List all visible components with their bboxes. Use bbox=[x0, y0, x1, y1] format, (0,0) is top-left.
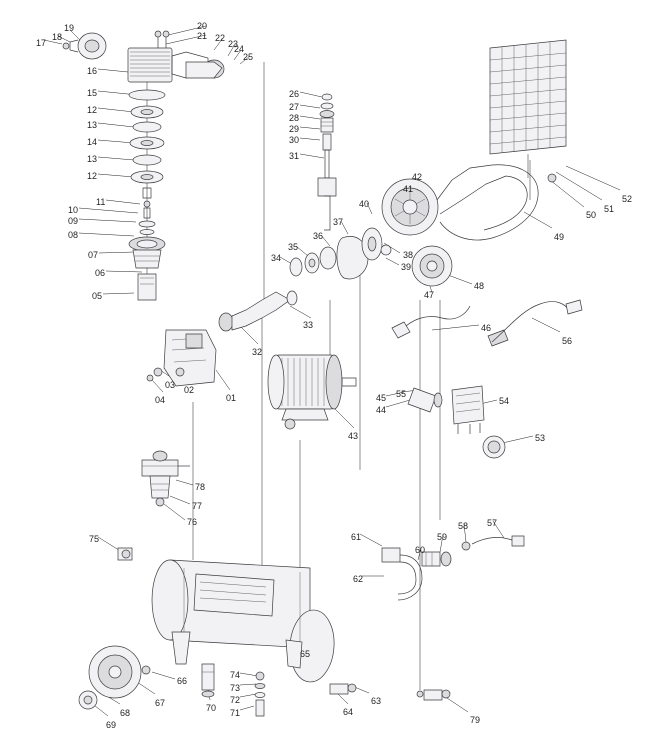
callout-number: 67 bbox=[155, 698, 166, 708]
callout-number: 49 bbox=[554, 232, 565, 242]
callout-number: 32 bbox=[252, 347, 263, 357]
callout-number: 15 bbox=[87, 88, 98, 98]
part-group-air-filter bbox=[63, 33, 106, 59]
part-group-cylinder-head bbox=[128, 31, 224, 82]
callout-number: 07 bbox=[88, 250, 99, 260]
callout-number: 35 bbox=[288, 242, 299, 252]
callout-number: 58 bbox=[458, 521, 469, 531]
part-group-unloader-valve bbox=[318, 94, 336, 230]
callout-number: 72 bbox=[230, 695, 241, 705]
part-group-air-tank bbox=[152, 560, 336, 683]
callout-number: 25 bbox=[243, 52, 254, 62]
callout-number: 30 bbox=[289, 135, 300, 145]
callout-number: 18 bbox=[52, 32, 63, 42]
callout-number: 16 bbox=[87, 66, 98, 76]
callout-number: 63 bbox=[371, 696, 382, 706]
callout-number: 34 bbox=[271, 253, 282, 263]
callout-number: 37 bbox=[333, 217, 344, 227]
callout-number: 21 bbox=[197, 31, 208, 41]
callout-number: 78 bbox=[195, 482, 206, 492]
part-group-discharge-tube bbox=[219, 291, 297, 331]
callout-number: 76 bbox=[187, 517, 198, 527]
callout-number: 01 bbox=[226, 393, 237, 403]
callout-number: 26 bbox=[289, 89, 300, 99]
callout-number: 48 bbox=[474, 281, 485, 291]
part-group-capacitor bbox=[408, 388, 442, 412]
part-group-wheel bbox=[79, 646, 150, 709]
callout-number: 24 bbox=[234, 44, 245, 54]
callout-number: 57 bbox=[487, 518, 498, 528]
callout-number: 77 bbox=[192, 501, 203, 511]
callout-number: 42 bbox=[412, 172, 423, 182]
callout-number: 74 bbox=[230, 670, 241, 680]
callout-number: 56 bbox=[562, 336, 573, 346]
callout-number: 46 bbox=[481, 323, 492, 333]
part-group-pressure-switch bbox=[452, 386, 505, 458]
callout-number: 65 bbox=[300, 649, 311, 659]
callout-number: 28 bbox=[289, 113, 300, 123]
callout-number: 43 bbox=[348, 431, 359, 441]
callout-number: 12 bbox=[87, 105, 98, 115]
callout-number: 10 bbox=[68, 205, 79, 215]
callout-number: 64 bbox=[343, 707, 354, 717]
part-group-electric-motor bbox=[268, 355, 356, 429]
callout-number: 69 bbox=[106, 720, 117, 730]
callout-number: 20 bbox=[197, 21, 208, 31]
callout-number: 03 bbox=[165, 380, 176, 390]
callout-number: 14 bbox=[87, 137, 98, 147]
callout-number: 54 bbox=[499, 396, 510, 406]
part-group-flywheel bbox=[382, 165, 538, 240]
part-group-regulator-filter bbox=[142, 451, 190, 506]
callout-number: 31 bbox=[289, 151, 300, 161]
callout-number: 19 bbox=[64, 23, 75, 33]
part-group-fitting-75 bbox=[118, 548, 132, 560]
callout-number: 71 bbox=[230, 708, 241, 718]
callout-number: 04 bbox=[155, 395, 166, 405]
callout-number: 22 bbox=[215, 33, 226, 43]
callout-number: 13 bbox=[87, 120, 98, 130]
callout-number: 36 bbox=[313, 231, 324, 241]
callout-number: 13 bbox=[87, 154, 98, 164]
callout-number: 23 bbox=[228, 39, 239, 49]
callout-number: 41 bbox=[403, 184, 414, 194]
callout-number: 45 bbox=[376, 393, 387, 403]
callout-number: 05 bbox=[92, 291, 103, 301]
part-group-crankcase bbox=[147, 330, 216, 386]
callout-number: 60 bbox=[415, 545, 426, 555]
callout-number: 39 bbox=[401, 262, 412, 272]
callout-number: 70 bbox=[206, 703, 217, 713]
callout-number: 27 bbox=[289, 102, 300, 112]
callout-number: 61 bbox=[351, 532, 362, 542]
callout-number: 38 bbox=[403, 250, 414, 260]
callout-number: 53 bbox=[535, 433, 546, 443]
callout-number: 12 bbox=[87, 171, 98, 181]
callout-number: 73 bbox=[230, 683, 241, 693]
callout-number: 09 bbox=[68, 216, 79, 226]
callout-number: 44 bbox=[376, 405, 387, 415]
callout-number: 06 bbox=[95, 268, 106, 278]
part-group-outlet-hose bbox=[382, 536, 524, 600]
callout-number: 02 bbox=[184, 385, 195, 395]
callout-number: 47 bbox=[424, 290, 435, 300]
callout-number: 51 bbox=[604, 204, 615, 214]
callout-number: 29 bbox=[289, 124, 300, 134]
part-group-cooler-grid bbox=[490, 40, 566, 182]
callout-number: 79 bbox=[470, 715, 481, 725]
callout-number: 55 bbox=[396, 389, 407, 399]
callout-number: 68 bbox=[120, 708, 131, 718]
callout-number: 50 bbox=[586, 210, 597, 220]
callout-number: 75 bbox=[89, 534, 100, 544]
callout-number: 08 bbox=[68, 230, 79, 240]
callout-number: 59 bbox=[437, 532, 448, 542]
callout-number: 33 bbox=[303, 320, 314, 330]
part-group-drain-valve bbox=[330, 684, 450, 700]
callout-number: 62 bbox=[353, 574, 364, 584]
callout-number: 66 bbox=[177, 676, 188, 686]
callout-number: 52 bbox=[622, 194, 633, 204]
callout-number: 11 bbox=[96, 197, 106, 207]
callout-number: 40 bbox=[359, 199, 370, 209]
callout-number: 17 bbox=[36, 38, 47, 48]
